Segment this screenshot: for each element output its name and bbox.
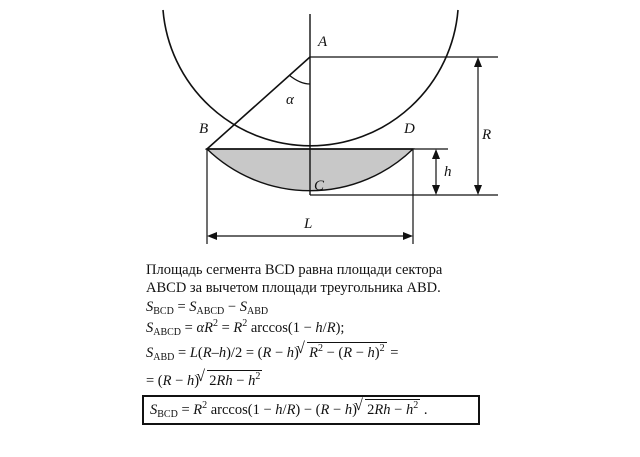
- alpha-arc: [289, 75, 310, 84]
- l-arrow-left: [207, 232, 217, 240]
- formula-4: = (R − h) √ $2Rh - h^2$: [146, 370, 262, 390]
- label-alpha: α: [286, 92, 294, 108]
- h-arrow-top: [432, 149, 440, 159]
- label-c: C: [314, 178, 325, 194]
- label-h: h: [444, 164, 452, 180]
- label-r: R: [482, 127, 492, 143]
- formula-2: $S_{ABCD} = \alpha R^2 = R^2$ arccos(1 − h/R);: [146, 318, 345, 338]
- formula-3: $S_{ABD} = L(R-h)/2 = (R - h)$ √ $R^2 - (R - h)^2$ =: [146, 342, 398, 363]
- l-arrow-right: [403, 232, 413, 240]
- label-l: L: [304, 216, 313, 232]
- text-line-1: Площадь сегмента BCD равна площади сектора: [146, 262, 443, 278]
- r-arrow-bottom: [474, 185, 482, 195]
- r-arrow-top: [474, 57, 482, 67]
- h-arrow-bottom: [432, 185, 440, 195]
- text-line-2: ABCD за вычетом площади треугольника ABD.: [146, 280, 441, 296]
- label-b: B: [199, 121, 209, 137]
- label-a: A: [318, 34, 328, 50]
- formula-5: $S_{BCD} = R^2$ arccos(1 − h/R) − (R − h) √ $2Rh - h^2$ .: [150, 399, 427, 420]
- label-d: D: [404, 121, 415, 137]
- formula-1: $S_{BCD} = S_{ABCD} - S_{ABD}$: [146, 299, 269, 317]
